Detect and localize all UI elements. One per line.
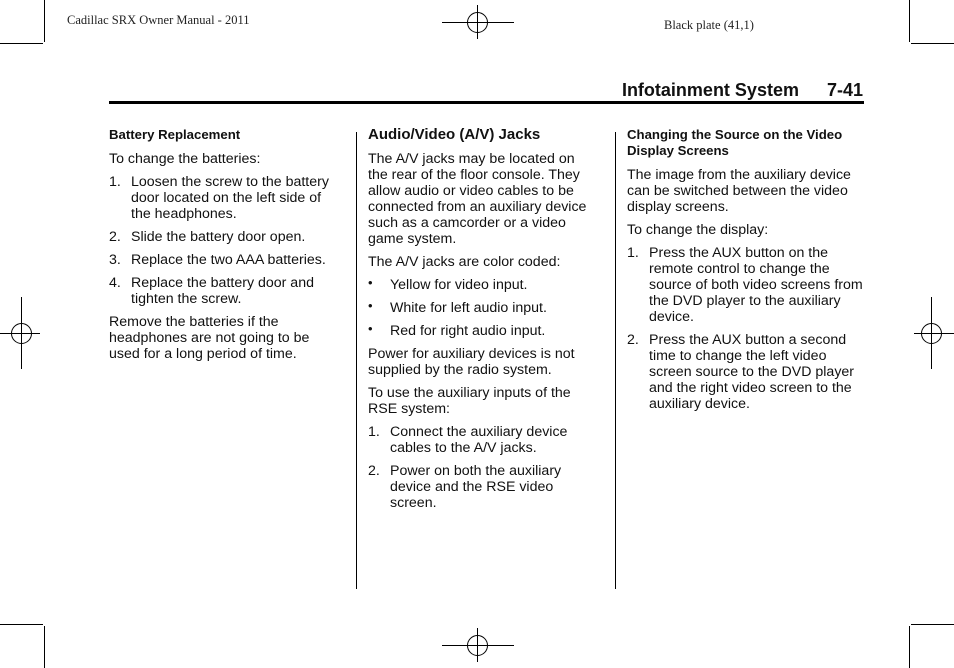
paragraph: The A/V jacks may be located on the rear of the floor console. They allow audio or video cables to be connected from an auxiliary device such as a camcorder or a video game system.	[368, 151, 587, 247]
crop-mark	[909, 0, 910, 42]
running-header	[622, 80, 863, 101]
bullet-item: • Red for right audio input.	[368, 321, 546, 339]
crop-mark	[0, 624, 43, 625]
paragraph: To change the batteries:	[109, 151, 261, 167]
section-heading: Audio/Video (A/V) Jacks	[368, 126, 541, 143]
list-item: 2. Power on both the auxiliary device and the RSE video screen.	[368, 463, 562, 511]
column-divider	[615, 132, 616, 589]
list-item: 2. Slide the battery door open.	[109, 229, 306, 245]
bullet-item: • White for left audio input.	[368, 298, 547, 316]
paragraph: Power for auxiliary devices is not supplied by the radio system.	[368, 346, 575, 378]
crop-mark	[909, 626, 910, 668]
crop-mark	[911, 624, 954, 625]
section-heading: Battery Replacement	[109, 127, 241, 142]
list-item: 1. Loosen the screw to the battery door located on the left side of the headphones.	[109, 174, 329, 222]
column-1	[109, 127, 344, 369]
crop-mark	[0, 43, 43, 44]
column-divider	[356, 132, 357, 589]
paragraph: The image from the auxiliary device can be switched between the video display screens.	[627, 167, 851, 215]
column-2	[368, 127, 588, 518]
crop-mark	[44, 626, 45, 668]
plate-label: Black plate (41,1)	[664, 18, 754, 32]
column-3	[627, 127, 865, 419]
crop-mark	[44, 0, 45, 42]
paragraph: To change the display:	[627, 222, 769, 238]
bullet-item: • Yellow for video input.	[368, 275, 528, 293]
list-item: 1. Connect the auxiliary device cables to the A/V jacks.	[368, 424, 568, 456]
section-title: Infotainment System	[621, 80, 799, 100]
page-number: 7-41	[826, 80, 863, 100]
list-item: 2. Press the AUX button a second time to change the left video screen source to the DVD player and the right video screen to the auxiliary device.	[627, 332, 855, 412]
paragraph: Remove the batteries if the headphones are not going to be used for a long period of time.	[109, 314, 310, 362]
list-item: 1. Press the AUX button on the remote control to change the source of both video screens from the DVD player to the auxiliary device.	[627, 245, 863, 325]
paragraph: To use the auxiliary inputs of the RSE system:	[368, 385, 571, 417]
crop-mark	[911, 43, 954, 44]
manual-title: Cadillac SRX Owner Manual - 2011	[67, 13, 250, 27]
paragraph: The A/V jacks are color coded:	[368, 254, 561, 270]
header-rule	[109, 101, 864, 104]
section-heading: Changing the Source on the Video Display Screens	[627, 127, 843, 158]
list-item: 3. Replace the two AAA batteries.	[109, 252, 326, 268]
list-item: 4. Replace the battery door and tighten the screw.	[109, 275, 314, 307]
